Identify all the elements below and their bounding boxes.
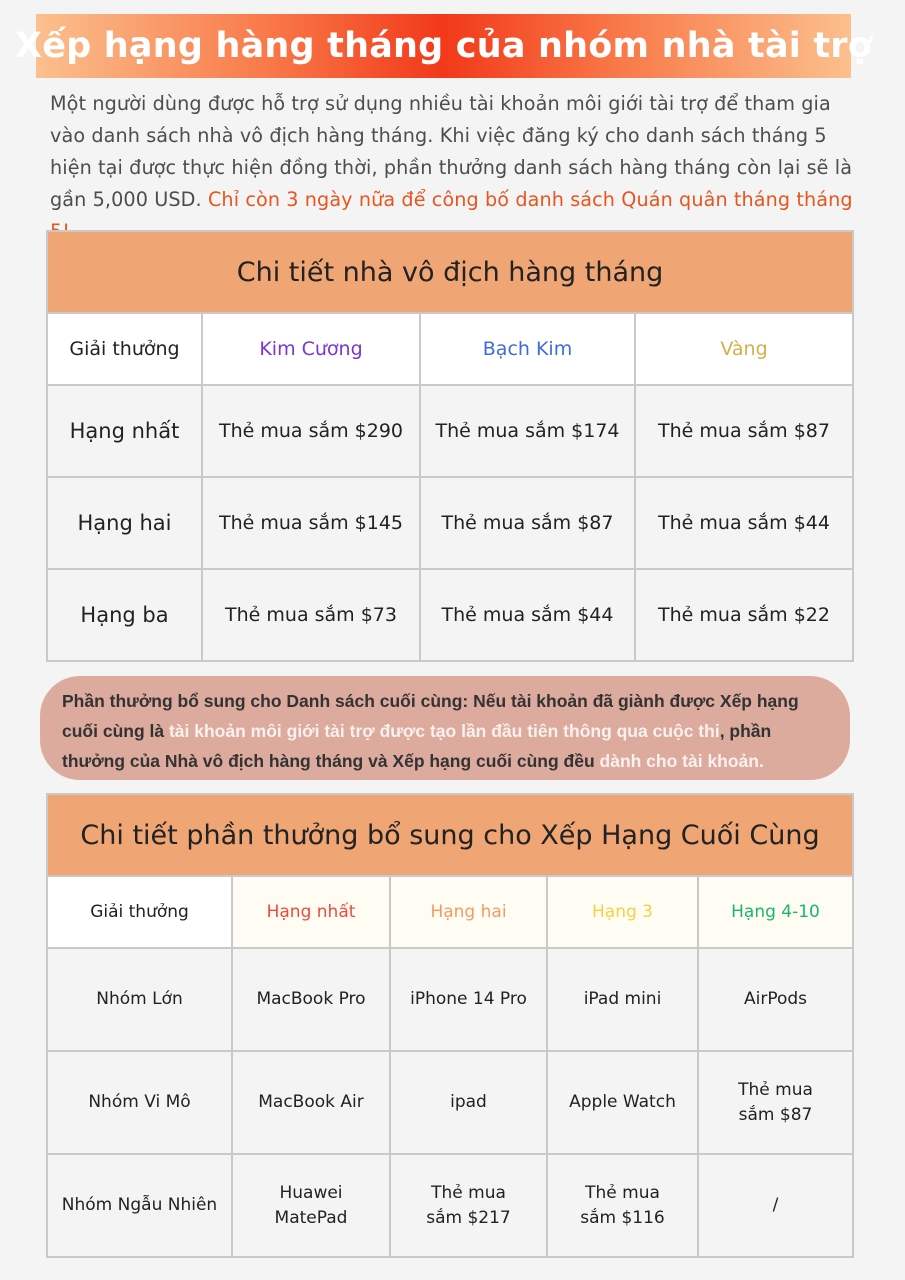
final-ranking-table	[46, 793, 854, 1258]
monthly-header-label: Giải thưởng	[47, 313, 202, 385]
prize-cell: Thẻ mua sắm $116	[547, 1154, 698, 1257]
final-table-title: Chi tiết phần thưởng bổ sung cho Xếp Hạng Cuối Cùng	[47, 794, 853, 876]
prize-cell: Thẻ mua sắm $87	[698, 1051, 853, 1154]
intro-highlight: Chỉ còn 3 ngày nữa để công bố danh sách Quán quân tháng tháng	[207, 188, 853, 211]
row-label: Nhóm Ngẫu Nhiên	[47, 1154, 232, 1257]
table-row	[47, 569, 853, 661]
monthly-champion-table	[46, 230, 854, 662]
page-title: Xếp hạng hàng tháng của nhóm nhà tài trợ	[15, 26, 872, 66]
prize-cell: Huawei MatePad	[232, 1154, 390, 1257]
row-label: Hạng ba	[47, 569, 202, 661]
prize-cell: AirPods	[698, 948, 853, 1051]
table-row	[47, 948, 853, 1051]
bonus-note-part2: tài khoản môi giới tài trợ được tạo lần đầu tiên thông qua cuộc thi	[168, 721, 720, 741]
bonus-note-part3: , phần thưởng của Nhà vô địch hàng tháng và Xếp hạng cuối cùng đều	[62, 721, 772, 771]
intro-text: Một người dùng được hỗ trợ sử dụng nhiều tài khoản môi giới tài trợ để tham gia vào danh sách nhà vô địch hàng tháng. Khi việc đăng ký cho danh sách tháng 5 hiện tại được thực hiện đồng thời, phần thưởng danh sách hàng tháng còn lại sẽ là gần 5,000 USD.	[50, 92, 853, 211]
prize-cell: Thẻ mua sắm $22	[635, 569, 853, 661]
row-label: Nhóm Vi Mô	[47, 1051, 232, 1154]
rank-header: Hạng nhất	[232, 876, 390, 948]
tier-header: Bạch Kim	[420, 313, 635, 385]
prize-cell: MacBook Air	[232, 1051, 390, 1154]
prize-cell: ipad	[390, 1051, 547, 1154]
prize-cell: iPad mini	[547, 948, 698, 1051]
tier-header: Vàng	[635, 313, 853, 385]
monthly-table-title: Chi tiết nhà vô địch hàng tháng	[47, 231, 853, 313]
table-row	[47, 477, 853, 569]
table-row	[47, 1051, 853, 1154]
prize-cell: Thẻ mua sắm $290	[202, 385, 420, 477]
prize-cell: Apple Watch	[547, 1051, 698, 1154]
row-label: Hạng hai	[47, 477, 202, 569]
tier-header: Kim Cương	[202, 313, 420, 385]
row-label: Nhóm Lớn	[47, 948, 232, 1051]
prize-cell: MacBook Pro	[232, 948, 390, 1051]
prize-cell: Thẻ mua sắm $44	[635, 477, 853, 569]
prize-cell: Thẻ mua sắm $44	[420, 569, 635, 661]
prize-cell: Thẻ mua sắm $87	[635, 385, 853, 477]
intro-paragraph	[50, 88, 860, 248]
bonus-note-part1: Phần thưởng bổ sung cho Danh sách cuối cùng: Nếu tài khoản đã giành được Xếp hạng cuối cùng là	[62, 691, 799, 741]
title-banner	[15, 14, 872, 78]
prize-cell: Thẻ mua sắm $87	[420, 477, 635, 569]
prize-cell: iPhone 14 Pro	[390, 948, 547, 1051]
rank-header: Hạng hai	[390, 876, 547, 948]
prize-cell: /	[698, 1154, 853, 1257]
table-row	[47, 385, 853, 477]
rank-header: Hạng 3	[547, 876, 698, 948]
bonus-note-part4: dành cho tài khoản.	[599, 751, 764, 771]
prize-cell: Thẻ mua sắm $217	[390, 1154, 547, 1257]
prize-cell: Thẻ mua sắm $174	[420, 385, 635, 477]
rank-header: Hạng 4-10	[698, 876, 853, 948]
prize-cell: Thẻ mua sắm $145	[202, 477, 420, 569]
row-label: Hạng nhất	[47, 385, 202, 477]
prize-cell: Thẻ mua sắm $73	[202, 569, 420, 661]
final-header-label: Giải thưởng	[47, 876, 232, 948]
table-row	[47, 1154, 853, 1257]
bonus-note	[40, 676, 850, 780]
